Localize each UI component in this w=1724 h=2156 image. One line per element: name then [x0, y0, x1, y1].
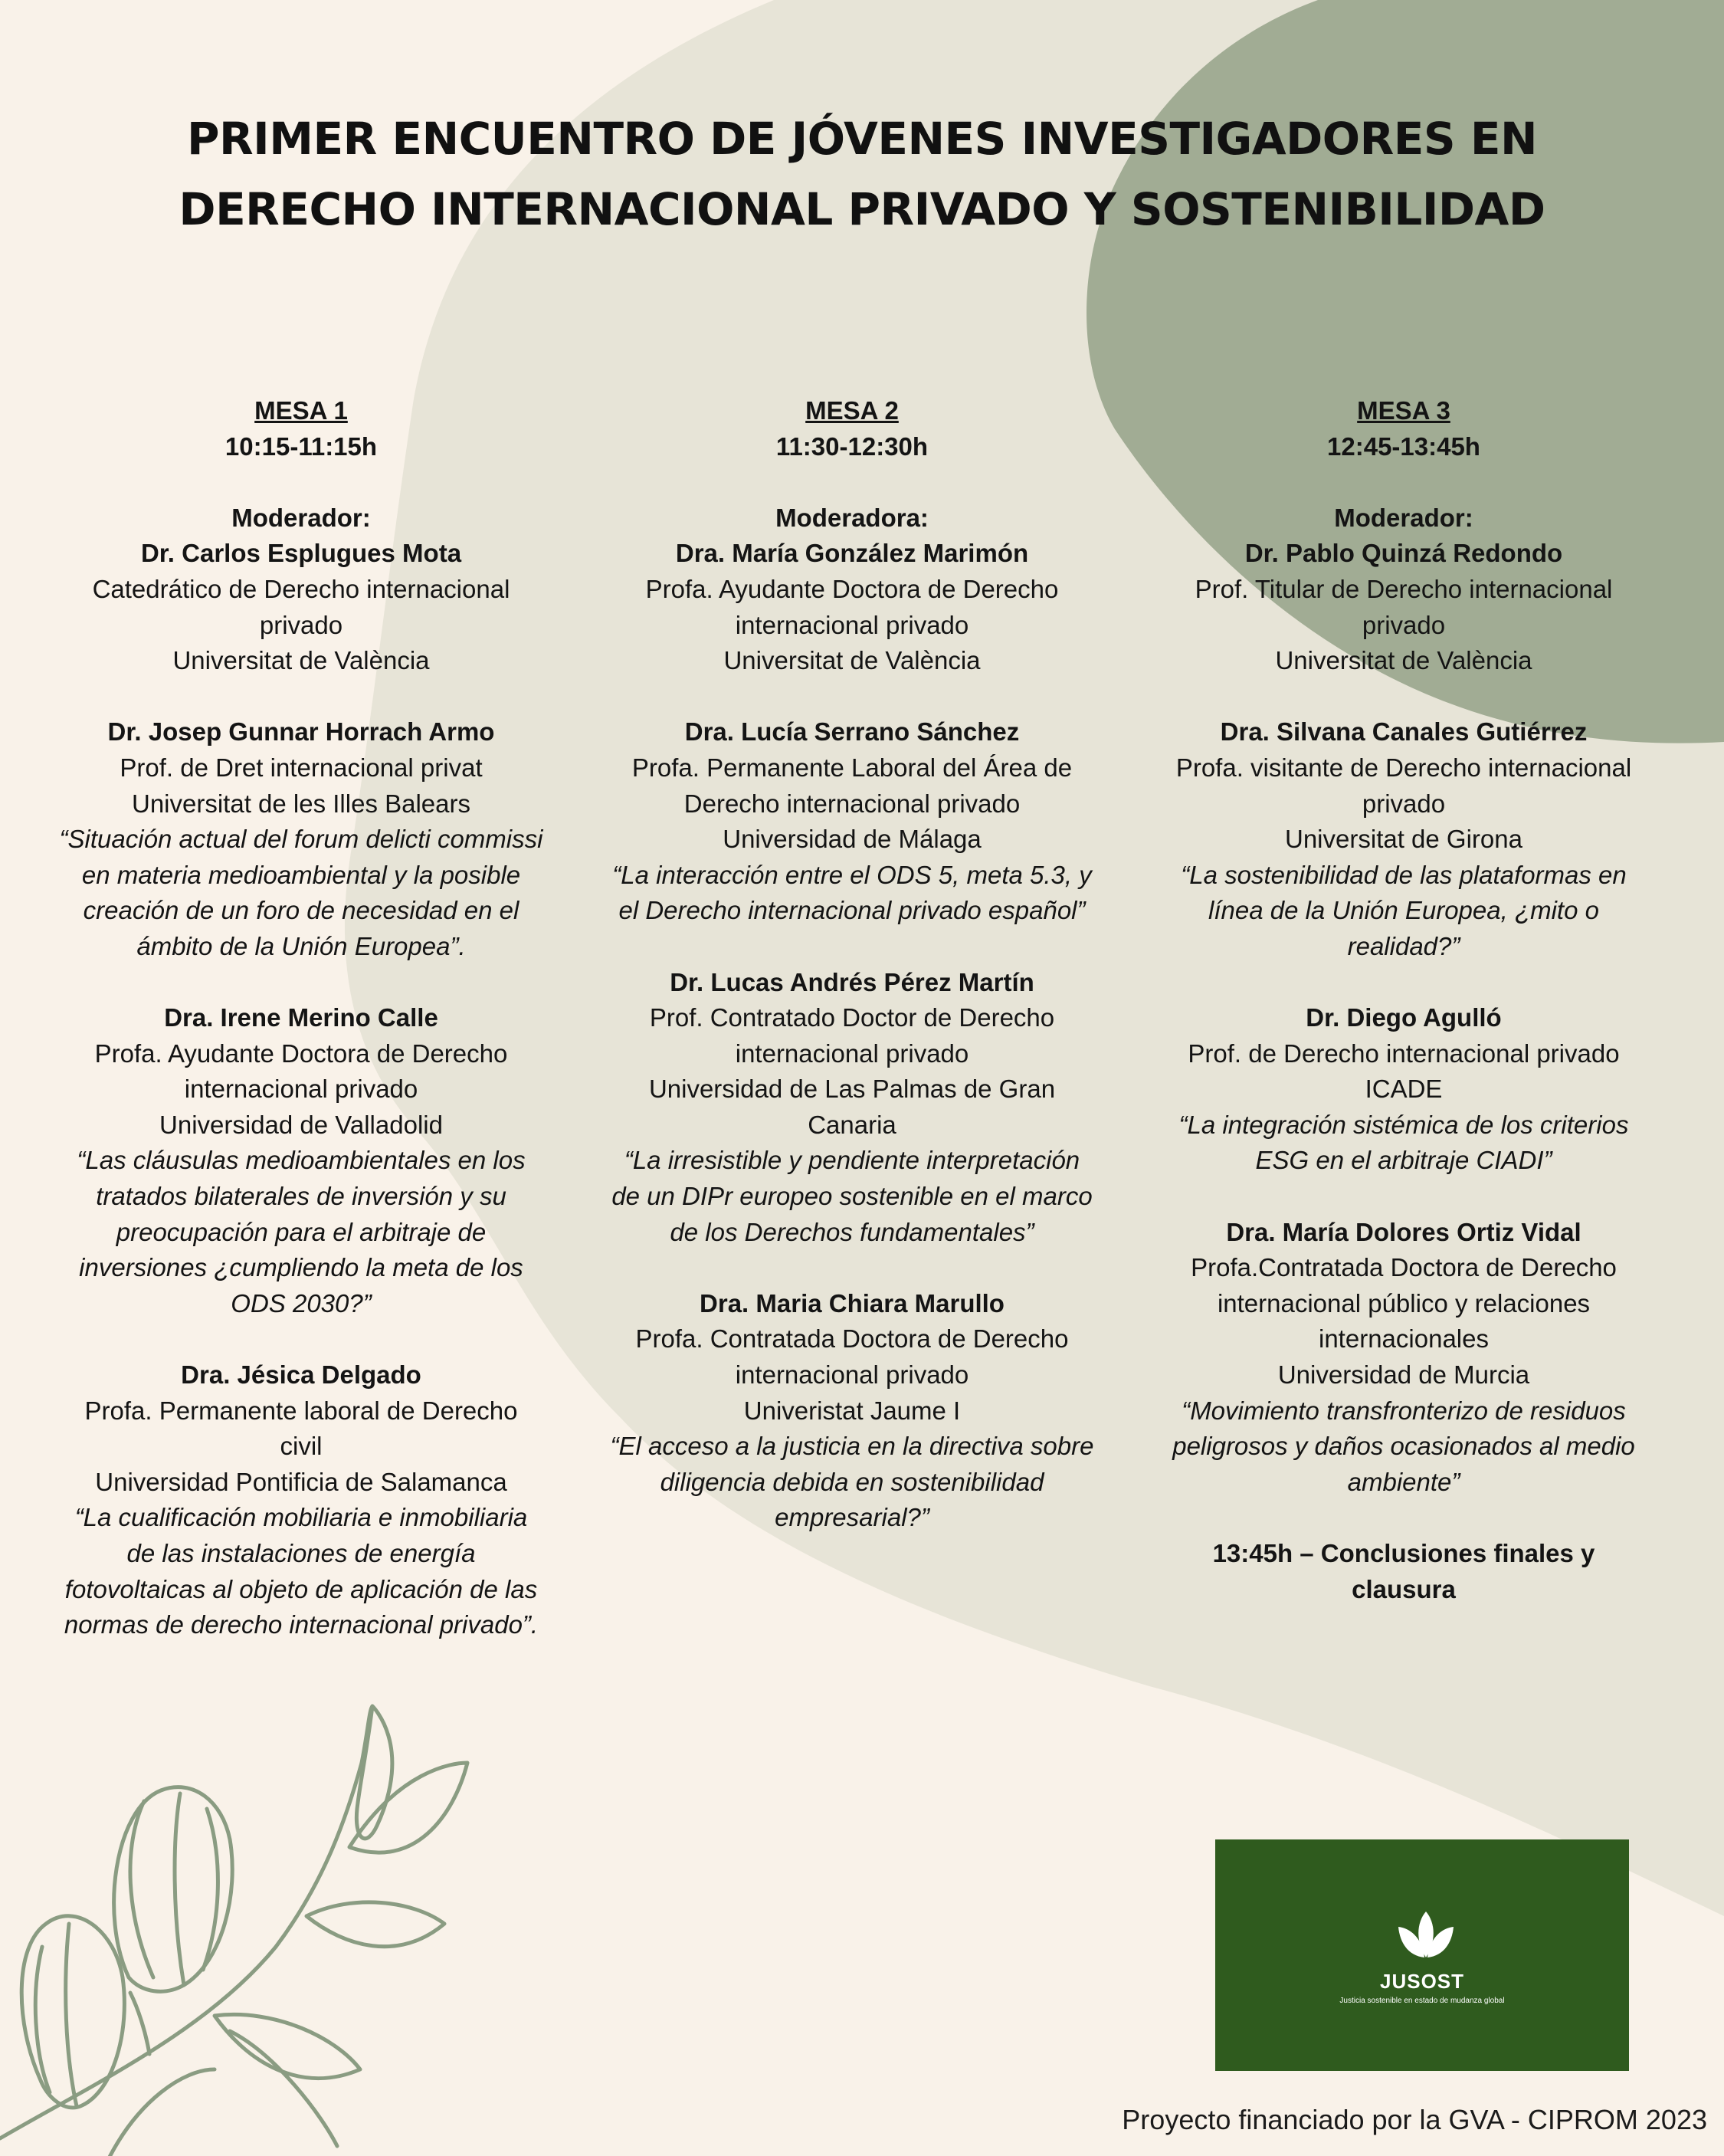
speaker-line: internacionales — [1319, 1324, 1489, 1354]
speaker-line: Profa. Contratada Doctora de Derecho — [635, 1324, 1069, 1354]
talk-title-line: normas de derecho internacional privado”. — [64, 1610, 539, 1639]
speaker-name: Dra. Jésica Delgado — [181, 1360, 421, 1390]
speaker-line: Profa. Ayudante Doctora de Derecho — [94, 1039, 508, 1068]
talk-title-line: “La integración sistémica de los criterios — [1178, 1110, 1629, 1139]
talk-title-line: línea de la Unión Europea, ¿mito o — [1208, 896, 1599, 925]
speaker-line: Universitat de Girona — [1285, 825, 1522, 854]
talk-title-line: fotovoltaicas al objeto de aplicación de las — [64, 1574, 538, 1603]
moderator-line: privado — [1362, 610, 1446, 639]
moderator-line: Profa. Ayudante Doctora de Derecho — [645, 574, 1059, 603]
mesa-2-column — [592, 393, 1113, 1536]
speaker-block — [592, 1286, 1113, 1536]
moderator-line: privado — [259, 610, 343, 639]
speaker-line: Prof. de Dret internacional privat — [120, 753, 483, 782]
moderator-line: Prof. Titular de Derecho internacional — [1195, 574, 1613, 603]
speaker-line: Universidad de Murcia — [1277, 1360, 1530, 1390]
speaker-line: Profa.Contratada Doctora de Derecho — [1191, 1253, 1617, 1282]
speaker-line: Universidad Pontificia de Salamanca — [95, 1467, 507, 1496]
talk-title-line: el Derecho internacional privado español” — [618, 896, 1086, 925]
speaker-name: Dra. Silvana Canales Gutiérrez — [1220, 717, 1588, 747]
mesa-3-column — [1143, 393, 1664, 1607]
speaker-line: Profa. Permanente laboral de Derecho — [84, 1396, 518, 1425]
talk-title-line: de los Derechos fundamentales” — [670, 1217, 1034, 1246]
talk-title-line: en materia medioambiental y la posible — [81, 860, 521, 889]
speaker-line: Profa. Permanente Laboral del Área de — [631, 753, 1073, 782]
logo-tagline: Justicia sostenible en estado de mudanza global — [1339, 1997, 1505, 2005]
talk-title-line: preocupación para el arbitraje de — [116, 1217, 487, 1246]
speaker-block — [41, 714, 562, 964]
speaker-line: Prof. de Derecho internacional privado — [1188, 1039, 1620, 1068]
moderator-role: Moderadora: — [775, 503, 929, 532]
talk-title-line: “Situación actual del forum delicti commissi — [59, 825, 543, 854]
speaker-name: Dr. Lucas Andrés Pérez Martín — [670, 967, 1034, 996]
speaker-line: Prof. Contratado Doctor de Derecho — [649, 1003, 1055, 1032]
speaker-block — [41, 1357, 562, 1643]
speaker-block — [41, 1000, 562, 1321]
speaker-line: Universidad de Málaga — [723, 825, 982, 854]
talk-title-line: “La cualificación mobiliaria e inmobiliaria — [74, 1503, 528, 1532]
leaf-branch-illustration — [0, 1706, 467, 2156]
talk-title-line: “Las cláusulas medioambientales en los — [77, 1146, 526, 1175]
talk-title-line: creación de un foro de necesidad en el — [83, 896, 519, 925]
talk-title-line: tratados bilaterales de inversión y su — [96, 1182, 506, 1211]
moderator-name: Dra. María González Marimón — [675, 539, 1029, 568]
moderator-line: Catedrático de Derecho internacional — [92, 574, 510, 603]
speaker-line: internacional privado — [735, 1039, 969, 1068]
closing-remarks: 13:45h – Conclusiones finales y clausura — [1212, 1539, 1595, 1603]
moderator-role: Moderador: — [1334, 503, 1473, 532]
talk-title-line: “La sostenibilidad de las plataformas en — [1181, 860, 1627, 889]
speaker-line: internacional privado — [735, 1360, 969, 1390]
moderator-role: Moderador: — [231, 503, 371, 532]
speaker-block — [592, 714, 1113, 929]
talk-title-line: diligencia debida en sostenibilidad — [660, 1467, 1044, 1496]
funding-footer: Proyecto financiado por la GVA - CIPROM 2023 — [1122, 2104, 1707, 2135]
speaker-line: privado — [1362, 789, 1446, 818]
talk-title-line: ámbito de la Unión Europea”. — [136, 931, 466, 960]
moderator-line: Universitat de València — [1275, 646, 1532, 675]
mesa-label: MESA 3 — [1357, 396, 1450, 425]
speaker-line: Universidad de Valladolid — [159, 1110, 443, 1139]
speaker-name: Dra. Irene Merino Calle — [164, 1003, 438, 1032]
talk-title-line: de las instalaciones de energía — [126, 1539, 476, 1567]
title-line: DERECHO INTERNACIONAL PRIVADO Y SOSTENIBILIDAD — [179, 183, 1545, 235]
speaker-name: Dra. María Dolores Ortiz Vidal — [1226, 1217, 1581, 1246]
talk-title-line: ESG en el arbitraje CIADI” — [1255, 1146, 1552, 1175]
jusost-logo — [1215, 1839, 1629, 2071]
speaker-line: Univeristat Jaume I — [743, 1396, 961, 1425]
speaker-line: Canaria — [808, 1110, 896, 1139]
mesa-label: MESA 2 — [805, 396, 899, 425]
talk-title-line: ambiente” — [1347, 1467, 1460, 1496]
logo-name: JUSOST — [1379, 1970, 1465, 1993]
title-line: PRIMER ENCUENTRO DE JÓVENES INVESTIGADORES EN — [187, 113, 1537, 165]
mesa-time: 11:30-12:30h — [775, 432, 929, 461]
moderator-name: Dr. Pablo Quinzá Redondo — [1244, 539, 1563, 568]
mesa-time: 12:45-13:45h — [1327, 432, 1480, 461]
speaker-line: Universidad de Las Palmas de Gran — [648, 1075, 1056, 1104]
speaker-block — [1143, 714, 1664, 964]
moderator-line: Universitat de València — [723, 646, 981, 675]
moderator-line: internacional privado — [735, 610, 969, 639]
speaker-line: internacional público y relaciones — [1217, 1288, 1591, 1318]
speaker-name: Dr. Josep Gunnar Horrach Armo — [107, 717, 495, 747]
speaker-line: Derecho internacional privado — [683, 789, 1021, 818]
talk-title-line: “Movimiento transfronterizo de residuos — [1182, 1396, 1626, 1425]
talk-title-line: empresarial?” — [775, 1503, 929, 1532]
speaker-block — [1143, 1215, 1664, 1501]
speaker-line: civil — [280, 1432, 323, 1461]
speaker-line: ICADE — [1365, 1075, 1443, 1104]
talk-title-line: peligrosos y daños ocasionados al medio — [1172, 1432, 1635, 1461]
moderator-line: Universitat de València — [172, 646, 430, 675]
speaker-line: Profa. visitante de Derecho internacional — [1175, 753, 1632, 782]
mesa-time: 10:15-11:15h — [225, 432, 378, 461]
talk-title-line: “El acceso a la justicia en la directiva sobre — [610, 1432, 1094, 1461]
lotus-leaf-icon — [1395, 1910, 1457, 1961]
talk-title-line: “La irresistible y pendiente interpretación — [624, 1146, 1080, 1175]
talk-title-line: inversiones ¿cumpliendo la meta de los — [79, 1253, 523, 1282]
talk-title-line: “La interacción entre el ODS 5, meta 5.3, y — [612, 860, 1092, 889]
speaker-line: Universitat de les Illes Balears — [131, 789, 471, 818]
speaker-name: Dra. Lucía Serrano Sánchez — [684, 717, 1020, 747]
talk-title-line: ODS 2030?” — [231, 1288, 372, 1318]
talk-title-line: realidad?” — [1347, 931, 1460, 960]
page-title — [57, 103, 1667, 244]
speaker-block — [592, 965, 1113, 1251]
speaker-name: Dra. Maria Chiara Marullo — [700, 1288, 1005, 1318]
speaker-block — [1143, 1000, 1664, 1179]
mesa-1-column — [41, 393, 562, 1643]
talk-title-line: de un DIPr europeo sostenible en el marco — [611, 1182, 1093, 1211]
speaker-line: internacional privado — [184, 1075, 418, 1104]
mesa-label: MESA 1 — [254, 396, 348, 425]
moderator-name: Dr. Carlos Esplugues Mota — [140, 539, 462, 568]
speaker-name: Dr. Diego Agulló — [1306, 1003, 1502, 1032]
